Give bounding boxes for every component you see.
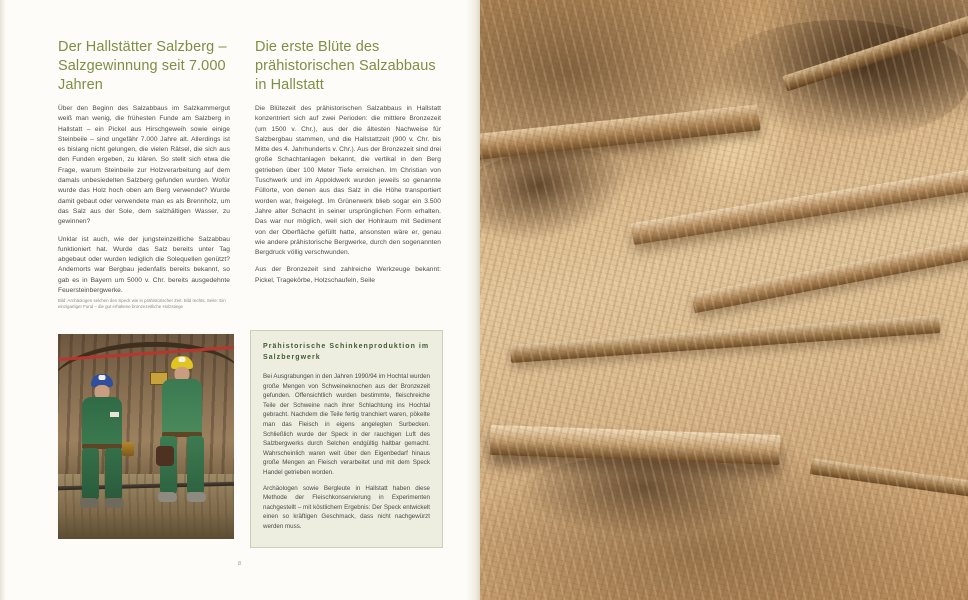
miner-leg-left [82,448,99,500]
photo-caption: Bild: Archäologen selchen den Speck wie in prähistorischer Zeit. Bild rechts, Seite: Ein einzigartiger Fund – die gut erhaltene bronzezeitliche Holzstiege [58,298,226,309]
miner-leg-right [105,448,122,500]
info-box [250,330,443,548]
middle-text-column [255,38,441,286]
miners-photo [58,334,234,539]
helmet-lamp-icon [179,357,186,362]
info-box-heading: Prähistorische Schinkenproduktion im Salzbergwerk [263,343,430,361]
miner-leg-right [187,436,204,494]
miner-boot-right [187,492,206,502]
info-box-paragraph-2: Archäologen sowie Bergleute in Hallstatt haben diese Methode der Fleischkonservierung in Experimenten nachgestellt – mit köstlichem Ergebnis: Der Speck entwickelt einen so kräftigen Geschmack, dass nicht nachgewürzt werden muss. [263,484,430,530]
miner-badge [110,412,119,417]
left-column-paragraph-2: Unklar ist auch, wie der jungsteinzeitliche Salzabbau funktioniert hat. Wurde das Salz bereits unter Tag abgebaut oder wurden lediglich die Solequellen genützt? Andernorts war Bergbau jedenfalls bereits bekannt, so gab es in Bayern um 5000 v. Chr. bereits ausgedehnte Feuersteinbergwerke. [58,235,230,295]
middle-column-paragraph-2: Aus der Bronzezeit sind zahlreiche Werkzeuge bekannt: Pickel, Tragekörbe, Holzschaufeln, Seile [255,266,441,284]
miner-torso [162,379,202,437]
excavation-photo [480,0,968,600]
miner-blue-helmet [80,374,124,510]
page-number: 8 [238,561,242,567]
right-page [480,0,968,600]
miner-bag [156,446,174,466]
miner-boot-left [158,492,177,502]
info-box-paragraph-1: Bei Ausgrabungen in den Jahren 1990/94 im Hochtal wurden große Mengen von Schweineknochen aus der Bronzezeit gefunden. Offensichtlich wurden bestimmte, fleischreiche Teile der Schweine nach ihrer Schlachtung ins Hochtal gebracht. Nachdem die Teile fertig tranchiert waren, pökelte man das Fleisch in eigens angelegten Surbecken. Schließlich wurde der Speck in der rauchigen Luft des Salzbergwerks durch Selchen endgültig haltbar gemacht. Wahrscheinlich waren weit über den Eigenbedarf hinaus große Mengen an Fleisch verarbeitet und mit dem Speck Handel getrieben worden. [263,373,430,476]
left-page [0,0,480,600]
sediment-texture [480,0,968,600]
miner-torso [82,397,122,449]
miner-yellow-helmet [158,356,206,514]
middle-column-heading: Die erste Blüte des prähistorischen Salzabbaus in Hallstatt [255,39,436,93]
middle-column-paragraph-1: Die Blütezeit des prähistorischen Salzabbaus in Hallstatt konzentriert sich auf zwei Perioden: die mittlere Bronzezeit (um 1500 v. Chr.), aus der die ältesten Nachweise für Salzbergbau stammen, und die Hallstattzeit (900 v. Chr. bis Mitte des 4. Jahrhunderts v. Chr.). Aus der Bronzezeit sind drei große Schachtanlagen bekannt, die vertikal in den Berg getrieben über 100 Meter Tiefe erreichen. Im Christian von Tuschwerk und im Appoldwerk wurden jeweils so genannte Füllorte, von denen aus das Salz in die Höhe transportiert worden war, freigelegt. Im Grünerwerk blieb sogar ein 3.500 Jahre alter Schacht in seiner ursprünglichen Form erhalten. Das war nur möglich, weil sich der Hohlraum mit Sediment von der Oberfläche gefüllt hatte, ansonsten wäre er, genau wie andere prähistorische Bergwerke, durch den sogenannten Bergdruck völlig verschwunden. [255,105,441,257]
helmet-lamp-icon [99,375,106,380]
miner-boot-right [105,498,124,508]
miner-lamp-bucket [122,442,134,456]
left-column-heading: Der Hallstätter Salzberg – Salzgewinnung seit 7.000 Jahren [58,39,227,93]
miner-boot-left [80,498,99,508]
left-text-column [58,38,230,296]
left-column-paragraph-1: Über den Beginn des Salzabbaus im Salzkammergut weiß man wenig, die frühesten Funde am Salzberg in Hallstatt – ein Pickel aus Hirschgeweih sowie einige Steinbeile – sind ungefähr 7.000 Jahre alt. Allerdings ist es bislang nicht gelungen, die vielen Rätsel, die sich aus den Funden ergeben, zu klären. So stellt sich etwa die Frage, warum Steinbeile zur Holzverarbeitung auf dem damals unbesiedelten Salzberg gefunden wurden. Wofür wurde das Holz hoch oben am Berg verwendet? Wurde damit gebaut oder verwendete man es als Brennholz, um das Salz aus der Sole, dem salzhältigen Wasser, zu gewinnen? [58,105,230,226]
